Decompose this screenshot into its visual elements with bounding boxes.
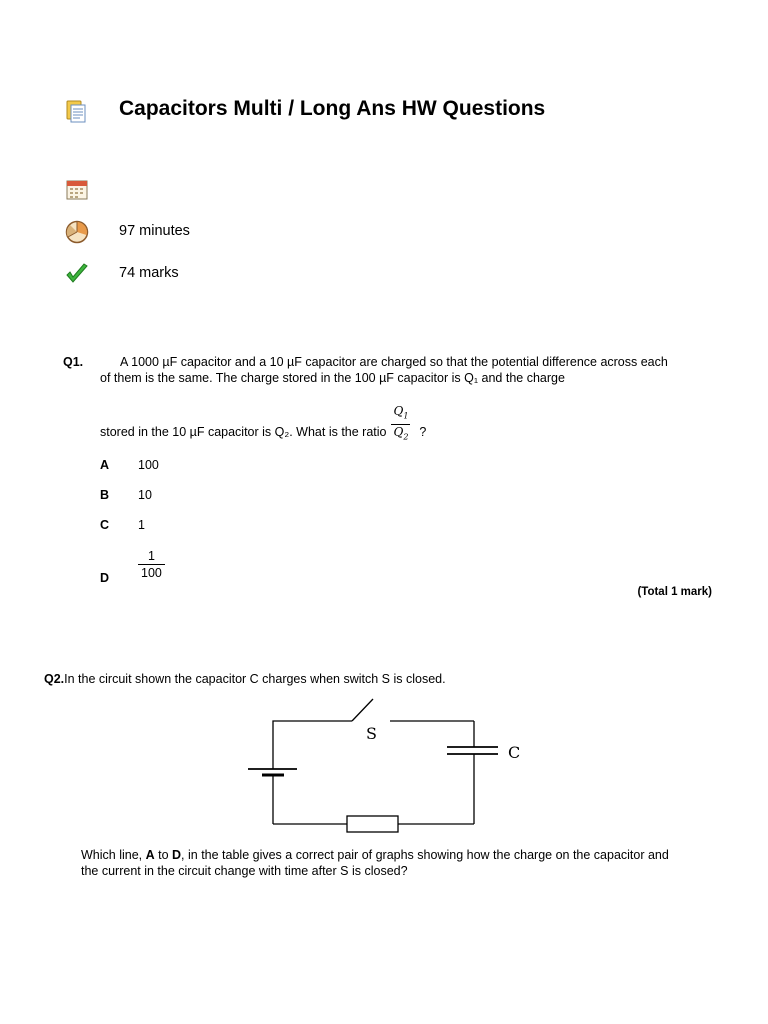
q2-para-start: Which line, [81,848,146,862]
option-b-letter: B [100,488,110,502]
q2-para-to: to [154,848,173,862]
option-c-letter: C [100,518,110,532]
ratio-fraction [391,404,410,445]
option-b-value: 10 [138,488,152,502]
q1-ratio-line [100,404,427,445]
q2-text: In the circuit shown the capacitor C charges when switch S is closed. [64,672,446,686]
duration-text: 97 minutes [119,223,190,239]
page-title: Capacitors Multi / Long Ans HW Questions [119,97,546,120]
q2-option-d-ref: D [172,848,182,862]
ratio-denominator: Q [393,424,404,439]
resistor [347,816,398,832]
green-checkmark-icon [64,261,90,287]
capacitor-label: C [508,743,521,762]
option-d-numerator: 1 [147,549,155,563]
switch-label: S [366,724,377,743]
q1-label: Q1. [63,355,84,369]
ratio-numerator-sub: 1 [403,411,409,421]
ratio-numerator: Q [393,404,404,418]
q2-option-a-ref: A [145,848,155,862]
q2-para-end: , in the table gives a correct pair of graphs showing how the charge on the capacitor and the current in the circuit change with time after S is closed? [81,848,669,878]
wire-top-left [273,721,352,762]
q1-total-mark: (Total 1 mark) [637,586,712,598]
ratio-question-mark: ? [419,424,427,439]
clock-pie-icon [64,219,90,245]
circuit-diagram [240,695,530,840]
q2-prompt [44,672,446,688]
q2-question-paragraph [81,848,681,879]
q1-text: A 1000 µF capacitor and a 10 µF capacitor are charged so that the potential difference across each of them is the same. The charge stored in the 100 µF capacitor is Q₁ and the charge [100,355,668,385]
document-clipboard-icon [64,99,90,125]
option-d-letter: D [100,571,110,585]
option-a-letter: A [100,458,110,472]
q1-text-part2: stored in the 10 µF capacitor is Q₂. What is the ratio [100,424,387,439]
calendar-icon [64,177,90,203]
ratio-denominator-sub: 2 [403,432,409,442]
q2-label: Q2. [44,672,65,686]
option-d-denominator: 100 [138,564,165,580]
option-d-fraction [138,549,165,580]
marks-text: 74 marks [119,265,179,281]
option-a-value: 100 [138,458,159,472]
option-c-value: 1 [138,518,145,532]
switch-blade [352,699,373,721]
